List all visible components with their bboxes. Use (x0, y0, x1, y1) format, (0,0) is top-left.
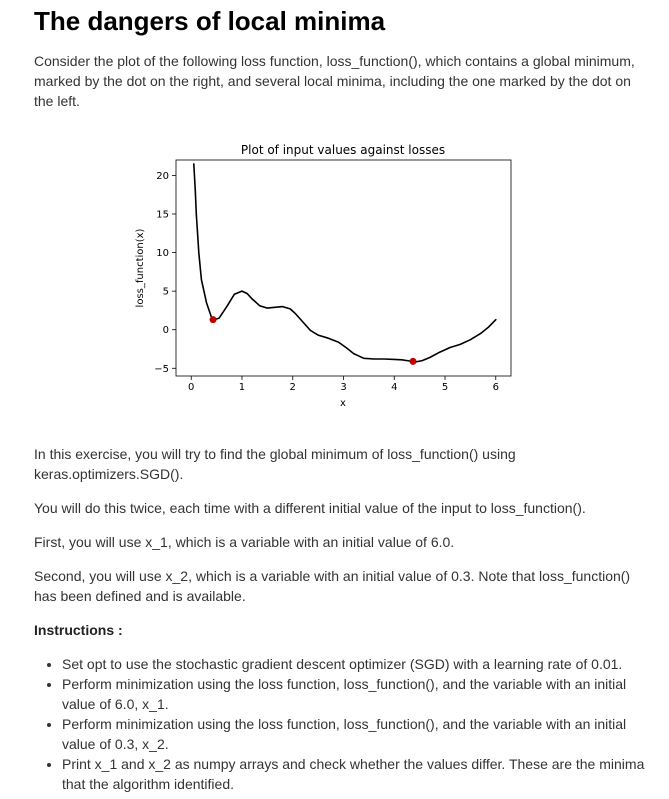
instruction-item: • Perform minimization using the loss function, loss_function(), and the variable with an initial value of 0.3, x_2. (62, 714, 648, 754)
repeat-paragraph: You will do this twice, each time with a different initial value of the input to loss_function(). (34, 500, 586, 516)
x-tick-label: 0 (188, 382, 195, 393)
instructions-heading: Instructions : (34, 622, 123, 638)
minimum-marker (410, 358, 417, 365)
page-title: The dangers of local minima (34, 6, 386, 36)
instruction-item: • Set opt to use the stochastic gradient descent optimizer (SGD) with a learning rate of 0.01. (62, 654, 648, 674)
y-axis-ticks (154, 171, 176, 375)
x-axis-ticks (188, 376, 499, 393)
minimum-marker (210, 316, 217, 323)
y-tick-label: 10 (156, 248, 169, 260)
x-tick-label: 4 (391, 382, 398, 393)
x-tick-label: 3 (340, 382, 347, 393)
series-layer (194, 164, 496, 362)
exercise-paragraph: In this exercise, you will try to find the global minimum of loss_function() using keras.optimizers.SGD(). (34, 446, 516, 482)
y-tick-label: 15 (156, 209, 169, 221)
y-tick-label: 20 (156, 170, 169, 182)
marker-layer (210, 316, 417, 365)
y-tick-label: −5 (154, 363, 169, 375)
loss-chart (130, 138, 520, 413)
y-tick-label: 0 (162, 325, 169, 337)
intro-paragraph: Consider the plot of the following loss function, loss_function(), which contains a global minimum, marked by the dot on the right, and several local minima, including the one marked by the dot on the left. (34, 53, 635, 109)
instruction-item: • Print x_1 and x_2 as numpy arrays and check whether the values differ. These are the minima that the algorithm identified. (62, 754, 648, 794)
y-tick-label: 5 (162, 286, 169, 298)
x-tick-label: 1 (238, 382, 246, 393)
x-tick-label: 2 (289, 382, 296, 393)
x-tick-label: 5 (441, 382, 449, 393)
instructions-list (34, 654, 648, 794)
x-tick-label: 6 (492, 382, 499, 393)
chart-title: Plot of input values against losses (240, 143, 446, 157)
second-variable-paragraph: Second, you will use x_2, which is a variable with an initial value of 0.3. Note that loss_function() has been defined and is available. (34, 568, 631, 604)
first-variable-paragraph: First, you will use x_1, which is a variable with an initial value of 6.0. (34, 534, 455, 550)
instruction-item: • Perform minimization using the loss function, loss_function(), and the variable with an initial value of 6.0, x_1. (62, 674, 648, 714)
loss-curve (194, 164, 496, 362)
y-axis-label: loss_function(x) (135, 228, 146, 308)
x-axis-label: x (340, 398, 346, 409)
